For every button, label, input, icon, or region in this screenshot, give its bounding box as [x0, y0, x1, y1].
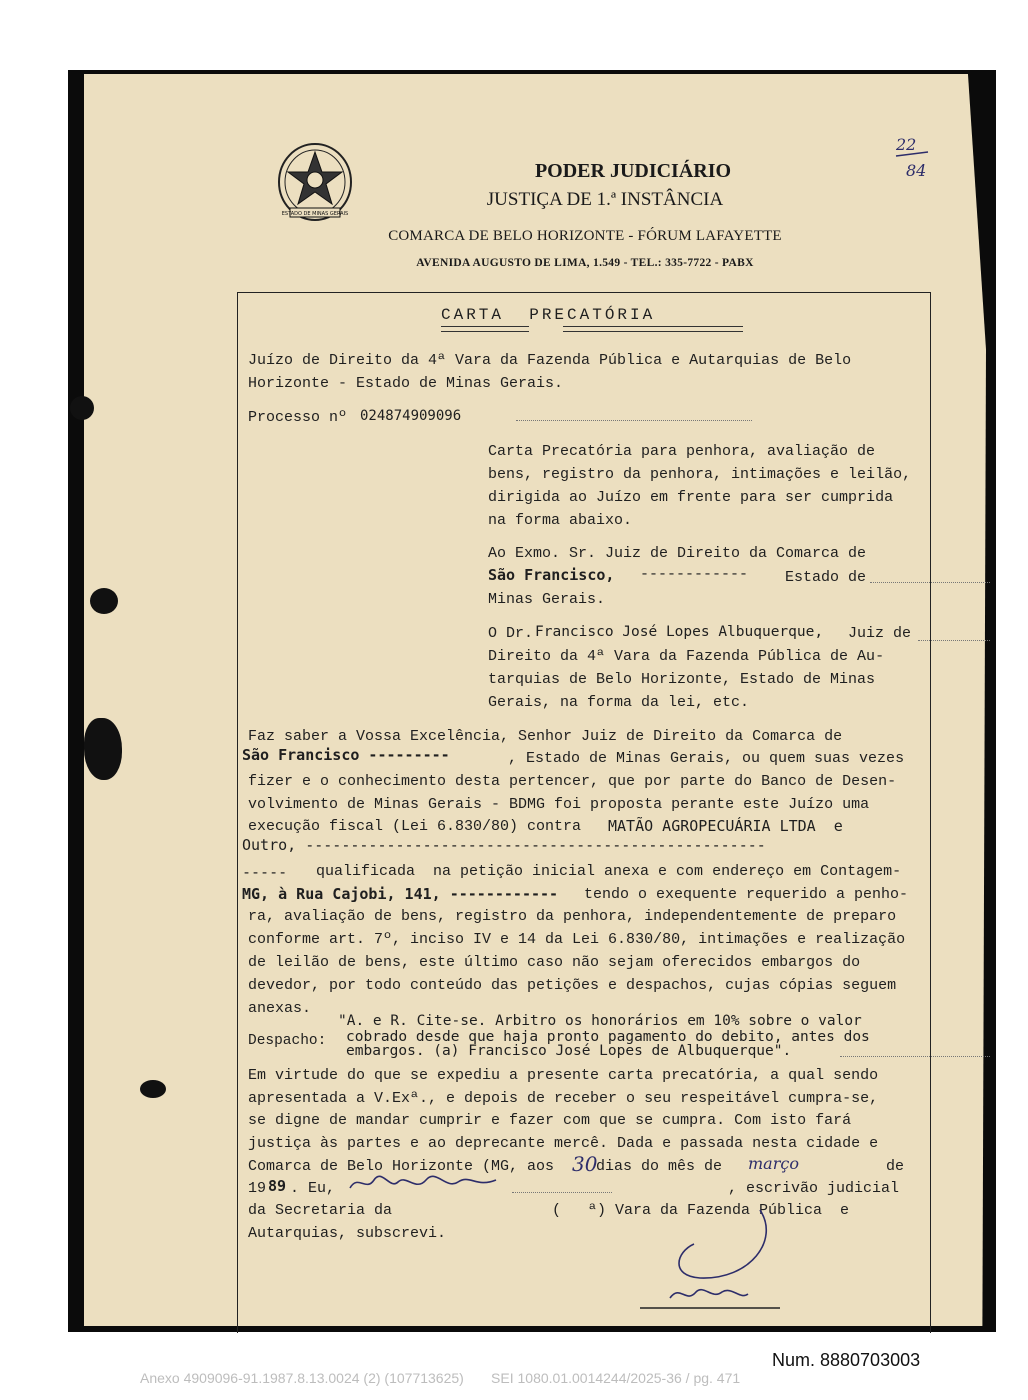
header-address: AVENIDA AUGUSTO DE LIMA, 1.549 - TEL.: 335-7722 - PABX: [416, 257, 754, 269]
closing-line-3: se digne de mandar cumprir e fazer com que se cumpra. Com isto fará: [248, 1112, 852, 1129]
svg-text:ESTADO DE MINAS GERAIS: ESTADO DE MINAS GERAIS: [281, 211, 349, 217]
handwritten-month: março: [748, 1154, 799, 1173]
footer-reference: Anexo 4909096-91.1987.8.13.0024 (2) (107713625) SEI 1080.01.0014244/2025-36 / pg. 471: [140, 1370, 741, 1386]
header-comarca: COMARCA DE BELO HORIZONTE - FÓRUM LAFAYETTE: [388, 228, 782, 244]
dotted-line: [516, 420, 752, 421]
right-text-3: dirigida ao Juízo em frente para ser cumprida: [488, 489, 894, 506]
para-line-9: ra, avaliação de bens, registro da penhora, independentemente de preparo: [248, 908, 897, 925]
closing-line-5c: de: [886, 1158, 905, 1175]
closing-line-5a: Comarca de Belo Horizonte (MG, aos: [248, 1158, 555, 1175]
para-line-7a: -----: [242, 863, 288, 881]
title-underline: [441, 326, 529, 332]
header-poder-judiciario: PODER JUDICIÁRIO: [534, 160, 732, 182]
despacho-line-2: cobrado desde que haja pronto pagamento do debito, antes dos: [346, 1029, 870, 1045]
para-line-1: Faz saber a Vossa Excelência, Senhor Juiz de Direito da Comarca de: [248, 728, 843, 745]
right-text-estado: Estado de: [785, 569, 867, 586]
para-comarca-name: São Francisco ---------: [242, 746, 450, 764]
header-justica: JUSTIÇA DE 1.ª INSTÂNCIA: [486, 189, 724, 210]
despacho-line-1: "A. e R. Cite-se. Arbitro os honorários em 10% sobre o valor: [338, 1013, 862, 1029]
processo-label: Processo nº: [248, 409, 348, 426]
closing-line-1: Em virtude do que se expediu a presente carta precatória, a qual sendo: [248, 1067, 879, 1084]
svg-text:84: 84: [906, 161, 927, 180]
right-text-4: na forma abaixo.: [488, 512, 633, 529]
defendant-name: MATÃO AGROPECUÁRIA LTDA e: [608, 817, 843, 835]
para-line-10: conforme art. 7º, inciso IV e 14 da Lei 6.830/80, intimações e realização: [248, 931, 906, 948]
para-line-12: devedor, por todo conteúdo das petições e despachos, cujas cópias seguem: [248, 977, 897, 994]
right-text-8a: O Dr.: [488, 625, 534, 642]
right-text-7: Minas Gerais.: [488, 591, 606, 608]
comarca-name: São Francisco,: [488, 566, 615, 584]
closing-line-6d: , escrivão judicial: [728, 1180, 900, 1197]
closing-line-2: apresentada a V.Exª., e depois de receber o seu respeitável cumpra-se,: [248, 1090, 879, 1107]
right-text-1: Carta Precatória para penhora, avaliação de: [488, 443, 876, 460]
judge-signature: [640, 1200, 780, 1312]
court-line-1: Juízo de Direito da 4ª Vara da Fazenda Pública e Autarquias de Belo: [248, 352, 852, 369]
para-line-7b: qualificada na petição inicial anexa e com endereço em Contagem-: [316, 863, 902, 880]
coat-of-arms-seal-icon: [276, 142, 354, 228]
closing-line-6c: . Eu,: [290, 1180, 336, 1197]
right-text-9: Direito da 4ª Vara da Fazenda Pública de Au-: [488, 648, 885, 665]
judge-name: Francisco José Lopes Albuquerque,: [535, 624, 824, 640]
dotted-line: [870, 582, 990, 583]
para-line-8b: tendo o exequente requerido a penho-: [584, 886, 909, 903]
dotted-line: [512, 1192, 612, 1193]
right-text-11: Gerais, na forma da lei, etc.: [488, 694, 750, 711]
dash-filler: ------------: [640, 566, 749, 583]
right-text-10: tarquias de Belo Horizonte, Estado de Minas: [488, 671, 876, 688]
clerk-signature: [346, 1170, 506, 1196]
para-line-11: de leilão de bens, este último caso não sejam oferecidos embargos do: [248, 954, 861, 971]
para-line-3: fizer e o conhecimento desta pertencer, que por parte do Banco de Desen-: [248, 773, 897, 790]
despacho-line-3: embargos. (a) Francisco José Lopes de Albuquerque".: [346, 1043, 792, 1059]
closing-line-5b: dias do mês de: [596, 1158, 723, 1175]
closing-line-4: justiça às partes e ao deprecante mercê. Dada e passada nesta cidade e: [248, 1135, 879, 1152]
address-line: MG, à Rua Cajobi, 141, ------------: [242, 885, 559, 903]
svg-text:22: 22: [896, 135, 917, 154]
closing-line-6a: 19: [248, 1180, 267, 1197]
dotted-line: [918, 640, 990, 641]
dotted-line: [840, 1056, 990, 1057]
right-text-5: Ao Exmo. Sr. Juiz de Direito da Comarca de: [488, 545, 867, 562]
year-digits: 89: [268, 1177, 287, 1195]
para-line-6: Outro, ---------------------------------------------------: [242, 836, 766, 854]
closing-line-7b: ( ª) Vara da Fazenda Pública e: [552, 1202, 850, 1219]
court-line-2: Horizonte - Estado de Minas Gerais.: [248, 375, 564, 392]
right-text-2: bens, registro da penhora, intimações e leilão,: [488, 466, 912, 483]
right-text-8c: Juiz de: [848, 625, 912, 642]
despacho-label: Despacho:: [248, 1033, 327, 1049]
document-number: Num. 8880703003: [772, 1350, 921, 1370]
title-underline: [563, 326, 743, 332]
para-line-4: volvimento de Minas Gerais - BDMG foi proposta perante este Juízo uma: [248, 796, 870, 813]
document-title: CARTA PRECATÓRIA: [441, 306, 656, 324]
processo-number: 024874909096: [360, 408, 462, 424]
para-line-13: anexas.: [248, 1000, 312, 1017]
closing-line-7a: da Secretaria da: [248, 1202, 393, 1219]
handwritten-day: 30: [572, 1152, 598, 1176]
closing-line-8: Autarquias, subscrevi.: [248, 1225, 447, 1242]
para-line-2: , Estado de Minas Gerais, ou quem suas vezes: [508, 750, 905, 767]
para-line-5: execução fiscal (Lei 6.830/80) contra: [248, 818, 582, 835]
folio-number-handwritten: [892, 132, 936, 184]
